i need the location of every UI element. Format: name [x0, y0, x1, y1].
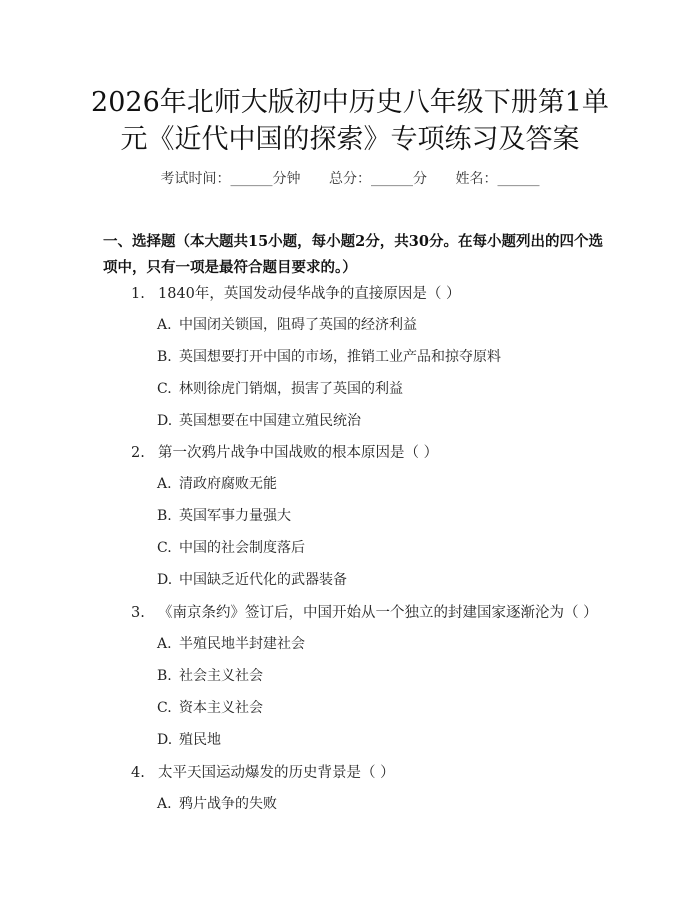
question-1: [131, 282, 461, 303]
option-2a: [157, 473, 277, 493]
option-text: 中国缺乏近代化的武器装备: [179, 572, 347, 588]
option-1c: [157, 378, 403, 398]
option-text: 英国想要打开中国的市场，推销工业产品和掠夺原料: [179, 349, 501, 365]
question-text: 太平天国运动爆发的历史背景是（ ）: [158, 765, 395, 781]
exam-info-bar: [0, 168, 700, 188]
option-label: A.: [157, 476, 172, 492]
option-text: 英国想要在中国建立殖民统治: [179, 413, 361, 429]
section-heading: 一、选择题（本大题共15小题，每小题2分，共30分。在每小题列出的四个选项中，只有一项是最符合题目要求的。）: [103, 233, 603, 276]
option-1d: [157, 410, 361, 430]
option-2d: [157, 569, 347, 589]
document-title-line-1: 2026年北师大版初中历史八年级下册第1单: [91, 87, 609, 118]
option-text: 中国的社会制度落后: [179, 540, 305, 556]
question-2: [131, 441, 438, 462]
option-3b: [157, 665, 263, 685]
option-label: D.: [157, 572, 173, 588]
question-text: 《南京条约》签订后，中国开始从一个独立的封建国家逐渐沦为（ ）: [158, 605, 598, 621]
option-label: C.: [157, 540, 172, 556]
name-field: 姓名：______: [455, 171, 540, 187]
exam-time-field: 考试时间：______分钟: [160, 171, 301, 187]
option-4a: [157, 793, 277, 813]
option-label: C.: [157, 381, 172, 397]
option-text: 林则徐虎门销烟，损害了英国的利益: [179, 381, 403, 397]
total-score-field: 总分：______分: [329, 171, 427, 187]
question-number: 3.: [131, 605, 145, 621]
question-number: 2.: [131, 445, 145, 461]
option-2c: [157, 537, 305, 557]
option-text: 殖民地: [179, 732, 221, 748]
option-3c: [157, 697, 263, 717]
option-label: D.: [157, 413, 173, 429]
option-1a: [157, 314, 417, 334]
option-label: D.: [157, 732, 173, 748]
option-3d: [157, 729, 221, 749]
option-label: B.: [157, 668, 172, 684]
option-text: 鸦片战争的失败: [179, 796, 277, 812]
question-4: [131, 761, 395, 782]
option-label: A.: [157, 636, 172, 652]
option-1b: [157, 346, 501, 366]
document-title-line-2: 元《近代中国的探索》专项练习及答案: [120, 124, 580, 155]
option-text: 资本主义社会: [179, 700, 263, 716]
option-label: B.: [157, 508, 172, 524]
question-text: 第一次鸦片战争中国战败的根本原因是（ ）: [158, 445, 439, 461]
option-label: B.: [157, 349, 172, 365]
option-text: 半殖民地半封建社会: [179, 636, 305, 652]
question-text: 1840年，英国发动侵华战争的直接原因是（ ）: [158, 286, 461, 302]
question-3: [131, 601, 598, 622]
option-2b: [157, 505, 291, 525]
option-text: 英国军事力量强大: [179, 508, 291, 524]
option-text: 清政府腐败无能: [179, 476, 277, 492]
question-number: 1.: [131, 286, 145, 302]
option-label: C.: [157, 700, 172, 716]
question-number: 4.: [131, 765, 145, 781]
option-text: 社会主义社会: [179, 668, 263, 684]
option-3a: [157, 633, 305, 653]
option-label: A.: [157, 317, 172, 333]
option-text: 中国闭关锁国，阻碍了英国的经济利益: [179, 317, 417, 333]
option-label: A.: [157, 796, 172, 812]
